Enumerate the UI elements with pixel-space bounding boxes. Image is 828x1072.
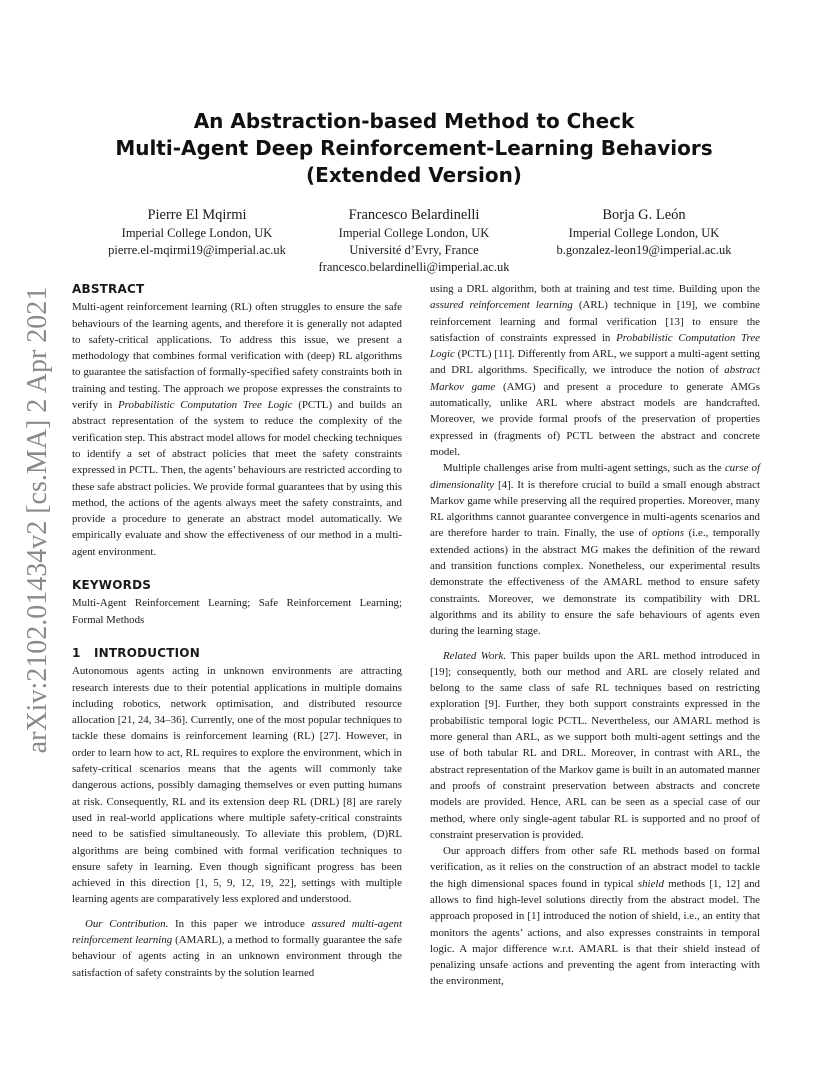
related-work-paragraph: Related Work. This paper builds upon the ARL method introduced in [19]; consequently, both our method and ARL are closely related and belong to the same class of safe RL techniques based on restricting exploration [9]. Further, they both support constraints expressed in the probabilistic temporal logic PCTL. Nevertheless, our AMARL method is more general than ARL, as we support both multi-agent settings and the use of both tabular RL and DRL. Moreover, in contrast with ARL, the abstract representation of the Markov game is built in an automated manner and proofs of constraint preservation between abstracts and concrete models are provided. Hence, ARL can be seen as a special case of our method, where only single-agent tabular RL is supported and no proof of constraint preservation is provided. (430, 649, 760, 841)
author-email: b.gonzalez-leon19@imperial.ac.uk (556, 243, 732, 257)
section-title: INTRODUCTION (94, 645, 200, 660)
title-line-1: An Abstraction-based Method to Check (193, 109, 635, 133)
introduction-heading (72, 645, 402, 661)
title-line-3: (Extended Version) (306, 163, 522, 187)
author-affiliation: Imperial College London, UK (568, 226, 720, 240)
author-name: Pierre El Mqirmi (147, 207, 247, 223)
title-line-2: Multi-Agent Deep Reinforcement-Learning Behaviors (115, 136, 713, 160)
continued-paragraph: using a DRL algorithm, both at training and test time. Building upon the assured reinforcement learning (ARL) technique in [19], we combine reinforcement learning and formal verification [13] to ensure the satisfaction of constraints expressed in Probabilistic Computation Tree Logic (PCTL) [11]. Differently from ARL, we support a multi-agent setting and DRL algorithms. Specifically, we introduce the notion of abstract Markov game (AMG) and present a procedure to generate AMGs automatically, unlike ARL where abstract models are handcrafted. Moreover, we provide formal proofs of the preservation of properties expressed in (fragments of) PCTL between the abstract and concrete model. (430, 283, 760, 458)
arxiv-identifier-text: arXiv:2102.01434v2 [cs.MA] 2 Apr 2021 (22, 286, 53, 754)
abstract-heading: ABSTRACT (72, 282, 145, 296)
challenges-paragraph: Multiple challenges arise from multi-agent settings, such as the curse of dimensionality [4]. It is therefore crucial to build a small enough abstract Markov game while preserving all the required properties. Moreover, many RL algorithms cannot guarantee convergence in multi-agents scenarios and are therefore harder to train. Finally, the use of options (i.e., temporally extended actions) in the abstract MG makes the definition of the reward and transition functions complex. Nonetheless, our experimental results demonstrate the effectiveness of the AMARL method to ensure safety constraints. Moreover, we demonstrate its compatibility with DRL algorithms and its ability to ensure the safe behaviours of agents even during the learning stage. (430, 462, 761, 638)
abstract-paragraph: Multi-agent reinforcement learning (RL) often struggles to ensure the safe behaviours of the learning agents, and therefore it is generally not adapted to safety-critical applications. To address this issue, we present a methodology that combines formal verification with (deep) RL algorithms to guarantee the satisfaction of formally-specified safety constraints both in training and testing. The approach we propose expresses the constraints to verify in Probabilistic Computation Tree Logic (PCTL) and builds an abstract representation of the system to reduce the complexity of the verification step. This abstract model allows for model checking techniques to identify a set of abstract policies that meet the safety constraints expressed in PCTL. Then, the agents’ behaviours are restricted according to these safe abstract policies. We provide formal guarantees that by using this method, the actions of the agents always meet the safety constraints, and provide a procedure to generate an abstract model automatically. We empirically evaluate and show the effectiveness of our method in a multi-agent environment. (72, 301, 403, 558)
paper-title (72, 108, 756, 189)
keywords-text: Multi-Agent Reinforcement Learning; Safe Reinforcement Learning; Formal Methods (72, 597, 402, 626)
author-affiliation: Imperial College London, UK (338, 226, 490, 240)
author-block-1 (82, 205, 312, 259)
author-name: Francesco Belardinelli (348, 207, 480, 223)
author-block-3 (530, 205, 758, 259)
keywords-heading: KEYWORDS (72, 578, 152, 593)
right-column (430, 281, 760, 990)
author-affiliation-2: Université d’Evry, France (349, 243, 479, 257)
author-name: Borja G. León (602, 207, 686, 223)
left-column (72, 281, 402, 981)
section-number: 1 (72, 645, 81, 660)
author-email: francesco.belardinelli@imperial.ac.uk (318, 260, 510, 274)
arxiv-identifier-stamp (12, 286, 64, 754)
introduction-paragraph: Autonomous agents acting in unknown environments are attracting research interests due to their potential applications in multiple domains including robotics, network optimisation, and distributed resource allocation [21, 24, 34–36]. Currently, one of the most popular techniques to tackle these domains is reinforcement learning (RL) [27]. However, in order to learn how to act, RL requires to explore the environment, which in safety-critical scenarios means that the agents will commonly take dangerous actions, possibly damaging themselves or even putting humans at risk. Consequently, RL and its extension deep RL (DRL) [8] are rarely used in real-world applications where multiple safety-critical constraints need to be satisfied simultaneously. To alleviate this problem, (D)RL algorithms are being combined with formal verification techniques to ensure safety in learning. Even though significant progress has been achieved in this direction [1, 5, 9, 12, 19, 22], settings with multiple learning agents are comparatively less explored and understood. (72, 665, 402, 906)
author-email: pierre.el-mqirmi19@imperial.ac.uk (108, 243, 286, 257)
approach-paragraph: Our approach differs from other safe RL methods based on formal verification, as it relies on the construction of an abstract model to tackle the high dimensional spaces found in typical shield methods [1, 12] and allows to find high-level solutions directly from the abstract model. The approach proposed in [1] introduced the notion of shield, i.e., an entity that monitors the agents’ actions, and also expresses constraints in temporal logic. A major difference w.r.t. AMARL is that their shield instead of penalizing unsafe actions and preventing the agent from interacting with the environment, (430, 845, 760, 988)
contribution-paragraph: Our Contribution. In this paper we introduce assured multi-agent reinforcement learning (AMARL), a method to formally guarantee the safe behaviour of agents acting in an unknown environment through the satisfaction of safety constraints by the solution learned (72, 917, 402, 979)
author-affiliation: Imperial College London, UK (121, 226, 273, 240)
author-block-2 (300, 205, 528, 276)
